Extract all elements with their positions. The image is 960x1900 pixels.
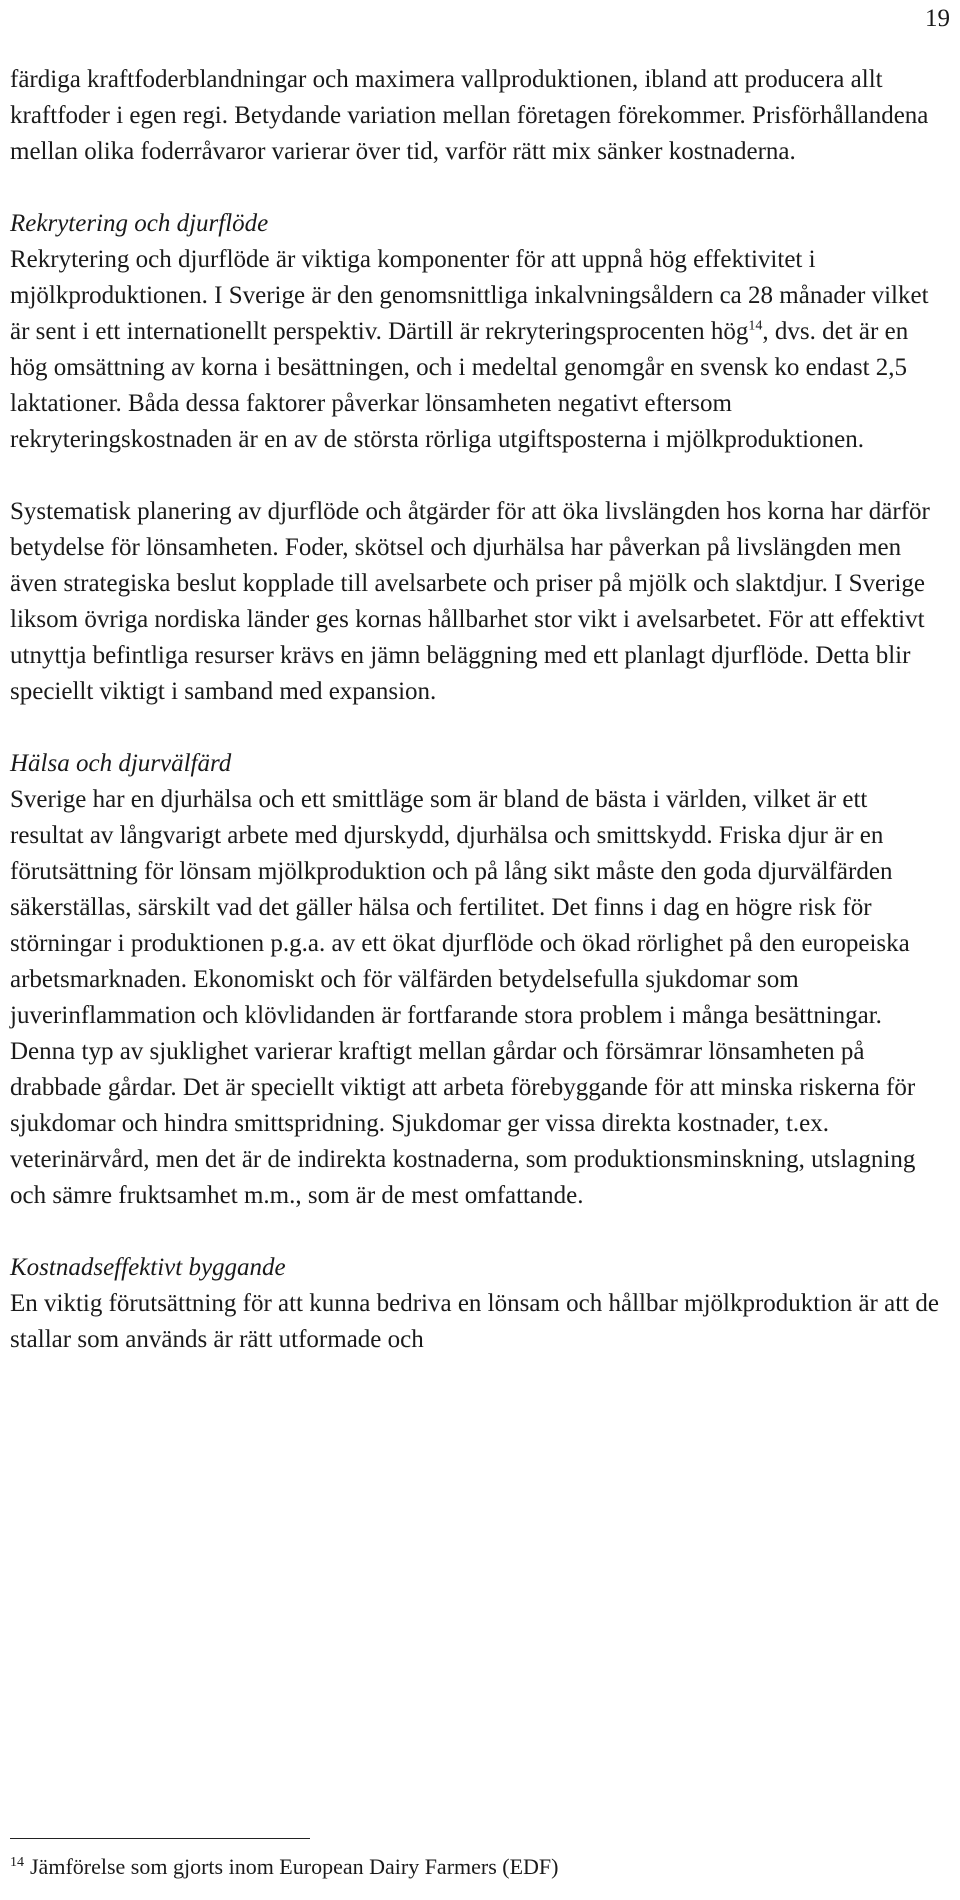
spacer	[10, 458, 940, 494]
paragraph-halsa: Sverige har en djurhälsa och ett smittläge som är bland de bästa i världen, vilket är ett resultat av långvarigt arbete med djurskydd, djurhälsa och smittskydd. Friska djur är en förutsättning för lönsam mjölkproduktion och på lång sikt måste den goda djurvälfärden säkerställas, särskilt vad det gäller hälsa och fertilitet. Det finns i dag en högre risk för störningar i produktionen p.g.a. av ett ökat djurflöde och ökad rörlighet på den europeiska arbetsmarknaden. Ekonomiskt och för välfärden betydelsefulla sjukdomar som juverinflammation och klövlidanden är fortfarande stora problem i många besättningar. Denna typ av sjuklighet varierar kraftigt mellan gårdar och försämrar lönsamheten på drabbade gårdar. Det är speciellt viktigt att arbeta förebyggande för att minska riskerna för sjukdomar och hindra smittspridning. Sjukdomar ger vissa direkta kostnader, t.ex. veterinärvård, men det är de indirekta kostnaderna, som produktionsminskning, utslagning och sämre fruktsamhet m.m., som är de mest omfattande.	[10, 786, 916, 1209]
footnote-marker: 14	[10, 1854, 24, 1870]
document-body	[10, 62, 940, 1358]
section-heading-byggande: Kostnadseffektivt byggande	[10, 1254, 286, 1281]
intro-paragraph: färdiga kraftfoderblandningar och maximera vallproduktionen, ibland att producera allt kraftfoder i egen regi. Betydande variation mellan företagen förekommer. Prisförhållandena mellan olika foderråvaror varierar över tid, varför rätt mix sänker kostnaderna.	[10, 66, 929, 165]
paragraph-text-before-ref: Rekrytering och djurflöde är viktiga komponenter för att uppnå hög effektivitet i mjölkproduktionen. I Sverige är den genomsnittliga inkalvningsåldern ca 28 månader vilket är sent i ett internationellt perspektiv. Därtill är rekryteringsprocenten hög	[10, 246, 929, 345]
paragraph-text-after-ref: , dvs. det är en hög omsättning av korna i besättningen, och i medeltal genomgår en svensk ko endast 2,5 laktationer. Båda dessa faktorer påverkar lönsamheten negativt eftersom rekryteringskostnaden är en av de största rörliga utgiftsposterna i mjölkproduktionen.	[10, 318, 909, 453]
footnote-divider	[10, 1838, 310, 1839]
footnote-text: Jämförelse som gjorts inom European Dairy Farmers (EDF)	[30, 1854, 559, 1879]
spacer	[10, 710, 940, 746]
paragraph-rekrytering	[10, 242, 940, 458]
section-heading-halsa: Hälsa och djurvälfärd	[10, 750, 232, 777]
section-heading-rekrytering: Rekrytering och djurflöde	[10, 210, 269, 237]
footnote-reference[interactable]: 14	[748, 318, 763, 334]
spacer	[10, 1214, 940, 1250]
footnote	[10, 1852, 940, 1882]
page-number: 19	[925, 5, 950, 32]
spacer	[10, 170, 940, 206]
paragraph-byggande: En viktig förutsättning för att kunna bedriva en lönsam och hållbar mjölkproduktion är att de stallar som används är rätt utformade och	[10, 1290, 939, 1353]
paragraph-djurflode: Systematisk planering av djurflöde och åtgärder för att öka livslängden hos korna har därför betydelse för lönsamheten. Foder, skötsel och djurhälsa har påverkan på livslängden men även strategiska beslut kopplade till avelsarbete och priser på mjölk och slaktdjur. I Sverige liksom övriga nordiska länder ges kornas hållbarhet stor vikt i avelsarbetet. För att effektivt utnyttja befintliga resurser krävs en jämn beläggning med ett planlagt djurflöde. Detta blir speciellt viktigt i samband med expansion.	[10, 498, 930, 705]
